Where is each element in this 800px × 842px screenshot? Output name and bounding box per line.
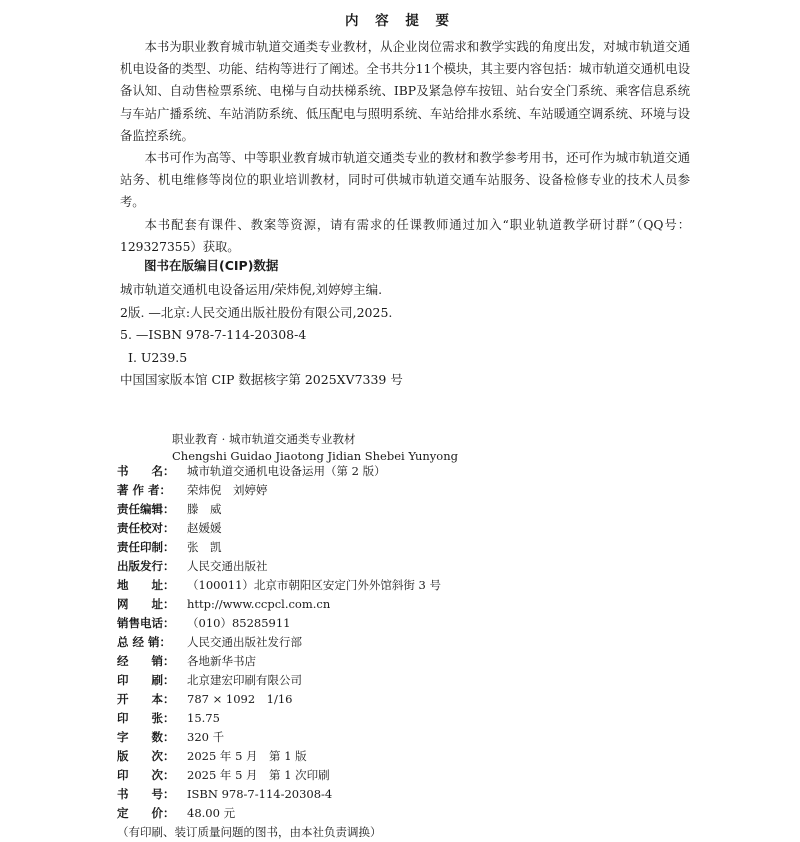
colophon-key: 书 名：: [117, 464, 175, 478]
cip-line: 5. —ISBN 978-7-114-20308-4: [120, 327, 307, 343]
cip-line: Ⅰ. U239.5: [128, 349, 188, 365]
colophon-key: 责任校对：: [117, 521, 175, 535]
colophon-key: 书 号：: [117, 787, 175, 801]
colophon-row: [117, 557, 441, 576]
colophon-value: 滕 威: [187, 502, 222, 516]
colophon-row: [117, 747, 441, 766]
colophon-row: [117, 633, 441, 652]
summary-heading: 内 容 提 要: [344, 13, 456, 29]
series-pinyin: Chengshi Guidao Jiaotong Jidian Shebei Yunyong: [172, 449, 458, 463]
colophon-row: [117, 709, 441, 728]
colophon-row: [117, 671, 441, 690]
colophon-key: 开 本：: [117, 692, 175, 706]
colophon-website: http://www.ccpcl.com.cn: [187, 597, 331, 611]
colophon-row: [117, 614, 441, 633]
colophon-row: [117, 766, 441, 785]
quality-note: （有印刷、装订质量问题的图书，由本社负责调换）: [117, 825, 382, 839]
colophon-value: 人民交通出版社: [187, 559, 268, 573]
colophon-key: 出版发行：: [117, 559, 175, 573]
cip-line: 2版. —北京:人民交通出版社股份有限公司,2025.: [120, 304, 393, 320]
colophon-value: 2025 年 5 月 第 1 次印刷: [187, 768, 330, 782]
colophon-value: 北京建宏印刷有限公司: [187, 673, 302, 687]
series-block: [172, 431, 458, 465]
colophon-key: 字 数：: [117, 730, 175, 744]
cip-line: 中国国家版本馆 CIP 数据核字第 2025XV7339 号: [120, 372, 403, 388]
colophon-key: 印 次：: [117, 768, 175, 782]
colophon-key: 总 经 销：: [117, 635, 172, 649]
colophon-value: 张 凯: [187, 540, 222, 554]
colophon-value: 各地新华书店: [187, 654, 256, 668]
summary-paragraph: 本书可作为高等、中等职业教育城市轨道交通类专业的教材和教学参考用书，还可作为城市轨道交通站务、机电维修等岗位的职业培训教材，同时可供城市轨道交通车站服务、设备检修专业的技术人员参考。: [120, 151, 690, 210]
colophon-row: [117, 804, 441, 823]
colophon-key: 责任印制：: [117, 540, 175, 554]
colophon-key: 定 价：: [117, 806, 175, 820]
colophon-key: 著 作 者：: [117, 483, 172, 497]
summary-text: [120, 36, 690, 258]
colophon-value: 787 × 1092 1/16: [187, 692, 293, 706]
cip-record: [120, 279, 403, 392]
cip-title: 图书在版编目(CIP)数据: [144, 258, 279, 273]
colophon-key: 销售电话：: [117, 616, 175, 630]
colophon-row: [117, 481, 441, 500]
colophon-key: 经 销：: [117, 654, 175, 668]
colophon-value: 48.00 元: [187, 806, 236, 820]
colophon-value: ISBN 978-7-114-20308-4: [187, 787, 333, 801]
colophon-key: 地 址：: [117, 578, 175, 592]
colophon-key: 印 张：: [117, 711, 175, 725]
colophon-value: 人民交通出版社发行部: [187, 635, 302, 649]
colophon-key: 版 次：: [117, 749, 175, 763]
colophon-row: [117, 690, 441, 709]
summary-paragraph: 本书配套有课件、教案等资源，请有需求的任课教师通过加入“职业轨道教学研讨群”（QQ号：129327355）获取。: [120, 217, 690, 254]
colophon-value: （100011）北京市朝阳区安定门外外馆斜街 3 号: [187, 578, 442, 592]
colophon-row: [117, 462, 441, 481]
colophon-row: [117, 652, 441, 671]
colophon-key: 责任编辑：: [117, 502, 175, 516]
colophon-value: 城市轨道交通机电设备运用（第 2 版）: [187, 464, 386, 478]
colophon-key: 印 刷：: [117, 673, 175, 687]
colophon-value: 320 千: [187, 730, 225, 744]
colophon-row: [117, 728, 441, 747]
colophon-row: [117, 576, 441, 595]
colophon-value: 荣炜倪 刘婷婷: [187, 483, 268, 497]
colophon-value: 赵媛媛: [187, 521, 222, 535]
colophon-row: [117, 595, 441, 614]
colophon: [117, 462, 441, 842]
colophon-row: [117, 785, 441, 804]
series-name: 职业教育 · 城市轨道交通类专业教材: [172, 432, 356, 446]
colophon-value: 15.75: [187, 711, 220, 725]
cip-line: 城市轨道交通机电设备运用/荣炜倪,刘婷婷主编.: [120, 282, 383, 297]
summary-paragraph: 本书为职业教育城市轨道交通类专业教材，从企业岗位需求和教学实践的角度出发，对城市轨道交通机电设备的类型、功能、结构等进行了阐述。全书共分11个模块，其主要内容包括：城市轨道交通机电设备认知、自动售检票系统、电梯与自动扶梯系统、IBP及紧急停车按钮、站台安全门系统、乘客信息系统与车站广播系统、车站消防系统、低压配电与照明系统、车站给排水系统、车站暖通空调系统、环境与设备监控系统。: [120, 40, 690, 143]
colophon-value: （010）85285911: [187, 616, 291, 630]
colophon-row: [117, 519, 441, 538]
colophon-row: [117, 500, 441, 519]
colophon-row: [117, 538, 441, 557]
colophon-value: 2025 年 5 月 第 1 版: [187, 749, 307, 763]
colophon-key: 网 址：: [117, 597, 175, 611]
